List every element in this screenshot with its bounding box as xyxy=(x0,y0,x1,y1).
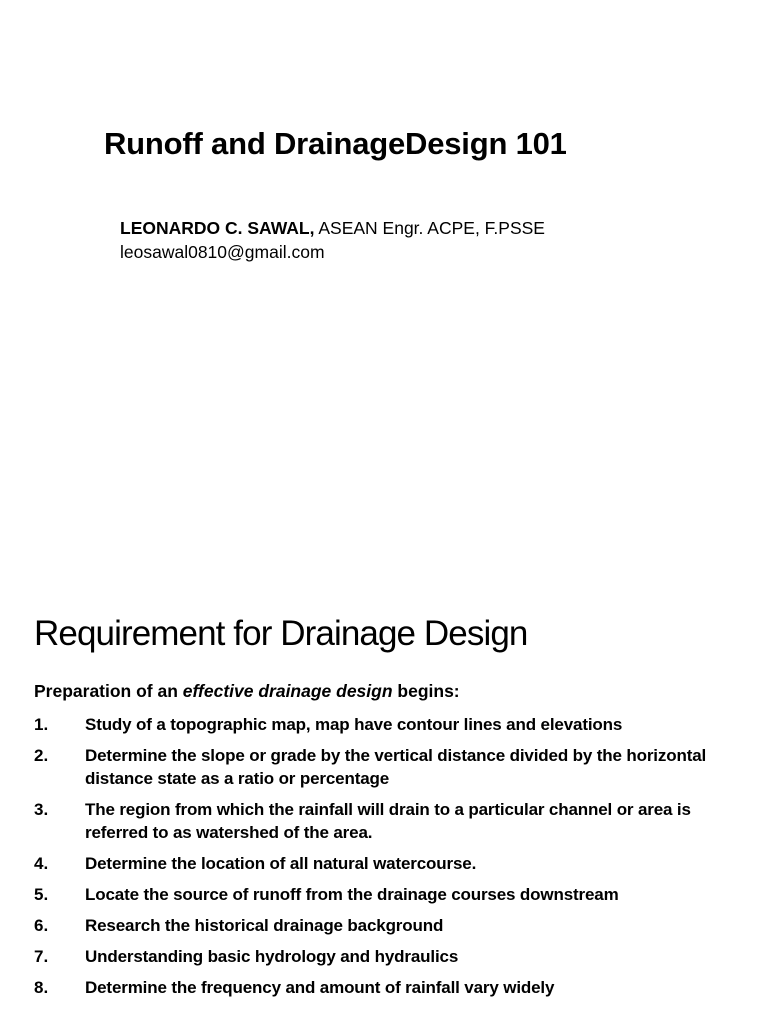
list-item xyxy=(34,852,734,875)
author-name: LEONARDO C. SAWAL, xyxy=(120,218,315,238)
list-item xyxy=(34,883,734,906)
item-number: 6. xyxy=(34,916,49,935)
item-text: Determine the slope or grade by the vertical distance divided by the horizontal distance state as a ratio or percentage xyxy=(85,746,707,788)
item-number: 5. xyxy=(34,885,49,904)
list-item xyxy=(34,713,734,736)
item-number: 1. xyxy=(34,715,49,734)
list-item xyxy=(34,798,734,844)
list-item xyxy=(34,914,734,937)
item-number: 4. xyxy=(34,854,49,873)
intro-suffix: begins: xyxy=(392,681,460,701)
item-text: The region from which the rainfall will drain to a particular channel or area is referred to as watershed of the area. xyxy=(85,800,691,842)
list-item xyxy=(34,976,734,999)
item-text: Study of a topographic map, map have contour lines and elevations xyxy=(85,715,623,734)
author-email: leosawal0810@gmail.com xyxy=(120,242,325,262)
item-number: 8. xyxy=(34,978,49,997)
list-item xyxy=(34,945,734,968)
intro-prefix: Preparation of an xyxy=(34,681,183,701)
author-line xyxy=(120,218,545,239)
slide-title: Requirement for Drainage Design xyxy=(34,614,528,653)
item-number: 7. xyxy=(34,947,49,966)
item-number: 3. xyxy=(34,800,49,819)
item-number: 2. xyxy=(34,746,49,765)
intro-text xyxy=(34,681,460,702)
deck-title: Runoff and DrainageDesign 101 xyxy=(104,126,567,161)
item-text: Determine the location of all natural watercourse. xyxy=(85,854,477,873)
list-item xyxy=(34,744,734,790)
item-text: Understanding basic hydrology and hydraulics xyxy=(85,947,459,966)
requirements-slide xyxy=(0,596,768,1024)
item-text: Locate the source of runoff from the drainage courses downstream xyxy=(85,885,619,904)
item-text: Determine the frequency and amount of rainfall vary widely xyxy=(85,978,555,997)
item-text: Research the historical drainage background xyxy=(85,916,444,935)
author-credentials: ASEAN Engr. ACPE, F.PSSE xyxy=(314,218,545,238)
intro-emphasis: effective drainage design xyxy=(182,681,393,701)
requirements-list xyxy=(34,713,734,1007)
